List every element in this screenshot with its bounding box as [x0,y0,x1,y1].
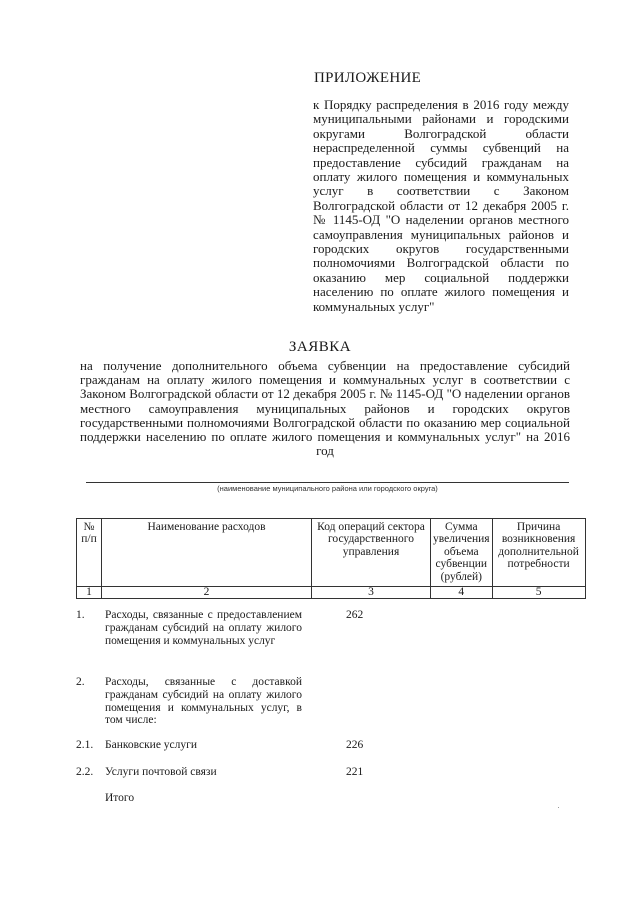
header-number: № п/п [77,519,102,587]
column-number: 4 [431,587,493,599]
header-amount: Сумма увеличения объема субвенции (рублей) [431,519,493,587]
header-reason: Причина возникновения дополнительной потребности [492,519,585,587]
scan-speck [558,807,559,808]
table-row [76,609,476,665]
request-title: ЗАЯВКА [288,339,352,355]
table-row [76,739,476,755]
name-caption: (наименование муниципального района или городского округа) [217,484,438,493]
row-code: 221 [346,766,364,778]
row-number: 1. [76,609,85,621]
row-text: Расходы, связанные с предоставлением гражданам субсидий на оплату жилого помещения и коммунальных услуг [105,609,302,647]
name-underline [86,482,569,483]
total-label: Итого [105,792,135,804]
column-numbers-row [77,587,586,599]
table-header-row [77,519,586,587]
row-code: 262 [346,609,364,621]
row-code: 226 [346,739,364,751]
column-number: 5 [492,587,585,599]
row-text: Услуги почтовой связи [105,766,217,778]
row-text: Расходы, связанные с доставкой гражданам субсидий на оплату жилого помещения и коммунальных услуг, в том числе: [105,676,302,727]
request-text: на получение дополнительного объема субвенции на предоставление субсидий гражданам на оплату жилого помещения и коммунальных услуг в соответствии с Законом Волгоградской области от 12 декабря 2005 г. № 1145-ОД "О наделении органов местного самоуправления муниципальных районов и городских округов государственными полномочиями Волгоградской области по оказанию мер социальной поддержки населению по оплате жилого помещения и коммунальных услуг" на 2016 год [80,358,570,459]
appendix-title: ПРИЛОЖЕНИЕ [314,70,422,86]
row-number: 2.2. [76,766,94,778]
header-operation-code: Код операций сектора государственного управления [312,519,431,587]
table-row [76,766,476,782]
row-number: 2. [76,676,85,688]
column-number: 2 [102,587,312,599]
table-row [76,676,476,732]
column-number: 3 [312,587,431,599]
appendix-text: к Порядку распределения в 2016 году между муниципальными районами и городскими округами Волгоградской области нераспределенной суммы субвенций на предоставление субсидий гражданам на оплату жилого помещения и коммунальных услуг в соответствии с Законом Волгоградской области от 12 декабря 2005 г. № 1145-ОД "О наделении органов местного самоуправления муниципальных районов и городских округов государственными полномочиями Волгоградской области по оказанию мер социальной поддержки населению по оплате жилого помещения и коммунальных услуг" [313,97,569,314]
header-expenses: Наименование расходов [102,519,312,587]
column-number: 1 [77,587,102,599]
row-number: 2.1. [76,739,94,751]
row-text: Банковские услуги [105,739,198,751]
expenses-table-header [76,518,586,599]
